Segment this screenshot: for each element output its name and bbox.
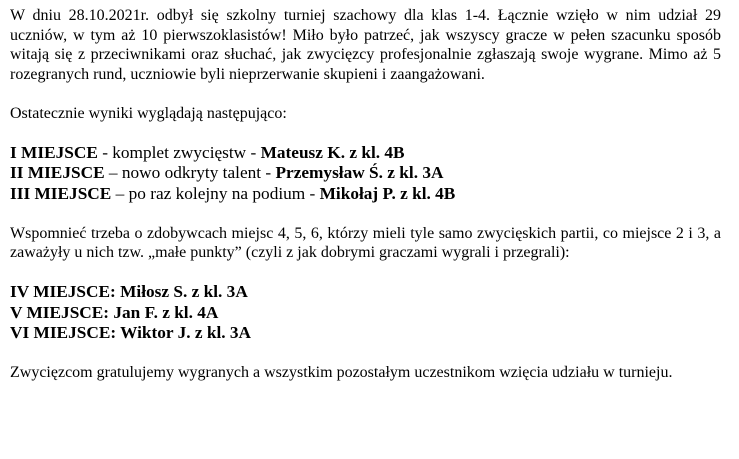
other-places-list <box>10 282 721 344</box>
place-description: – po raz kolejny na podium - <box>111 183 320 203</box>
other-place-line <box>10 282 721 303</box>
spacer <box>10 84 721 104</box>
winner-name: Mikołaj P. z kl. 4B <box>319 183 456 203</box>
podium-line-1 <box>10 143 721 164</box>
podium-line-3 <box>10 184 721 205</box>
spacer <box>10 123 721 143</box>
other-place-text: IV MIEJSCE: Miłosz S. z kl. 3A <box>10 282 248 301</box>
closing-paragraph: Zwycięzcom gratulujemy wygranych a wszystkim pozostałym uczestnikom wzięcia udziału w turnieju. <box>10 364 673 381</box>
spacer <box>10 344 721 364</box>
other-place-text: VI MIEJSCE: Wiktor J. z kl. 3A <box>10 323 252 342</box>
other-place-text: V MIEJSCE: Jan F. z kl. 4A <box>10 302 219 322</box>
place-label: III MIEJSCE <box>10 183 112 203</box>
results-intro: Ostatecznie wyniki wyglądają następująco: <box>10 104 287 122</box>
place-description: - komplet zwycięstw - <box>97 142 261 162</box>
intro-paragraph: W dniu 28.10.2021r. odbył się szkolny turniej szachowy dla klas 1-4. Łącznie wzięło w nim udział 29 uczniów, w tym aż 10 pierwszoklasistów! Miło było patrzeć, jak wszyscy gracze w pełen szacunku sposób witają się z przeciwnikami oraz słuchać, jak zwycięzcy profesjonalnie zgłaszają swoje wygrane. Mimo aż 5 rozegranych rund, uczniowie byli nieprzerwanie skupieni i zaangażowani. <box>10 7 721 83</box>
spacer <box>10 263 721 283</box>
other-place-line <box>10 323 721 344</box>
other-place-line <box>10 303 721 324</box>
place-label: II MIEJSCE <box>10 163 105 182</box>
mention-paragraph: Wspomnieć trzeba o zdobywcach miejsc 4, 5, 6, którzy mieli tyle samo zwycięskich partii, co miejsce 2 i 3, a zaważyły u nich tzw. „małe punkty” (czyli z jak dobrymi graczami wygrali i przegrali): <box>10 224 721 261</box>
place-label: I MIEJSCE <box>10 142 98 162</box>
podium-line-2 <box>10 163 721 184</box>
podium-list <box>10 143 721 205</box>
winner-name: Przemysław Ś. z kl. 3A <box>275 163 444 182</box>
spacer <box>10 204 721 224</box>
winner-name: Mateusz K. z kl. 4B <box>260 142 405 162</box>
place-description: – nowo odkryty talent - <box>104 163 276 182</box>
